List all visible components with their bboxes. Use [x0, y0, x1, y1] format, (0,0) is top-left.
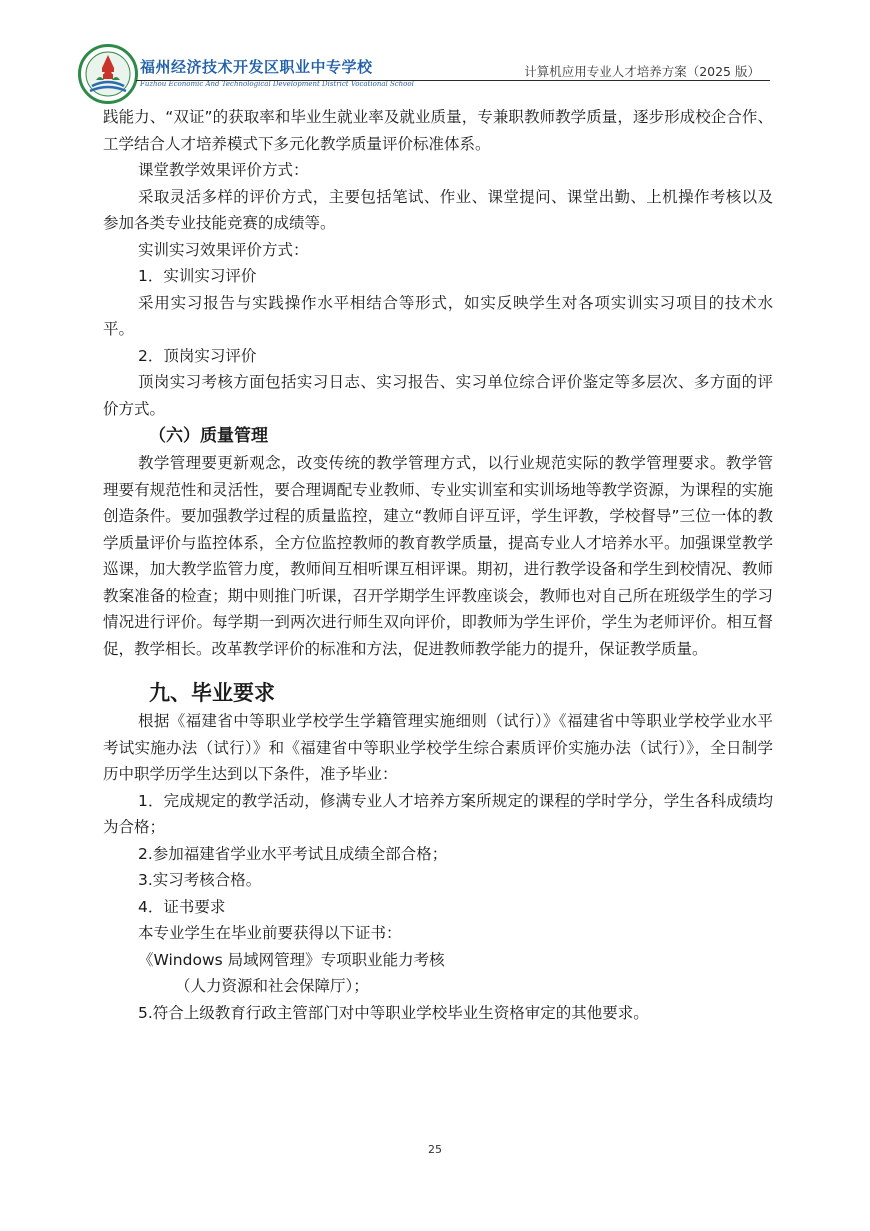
page-number: 25 [428, 1143, 442, 1156]
paragraph-graduation-intro: 根据《福建省中等职业学校学生学籍管理实施细则（试行）》《福建省中等职业学校学业水平考试实施办法（试行）》和《福建省中等职业学校学生综合素质评价实施办法（试行）》，全日制学历中职学历学生达到以下条件，准予毕业： [103, 712, 773, 783]
paragraph-requirement-1: 1．完成规定的教学活动，修满专业人才培养方案所规定的课程的学时学分，学生各科成绩均为合格； [103, 791, 773, 836]
paragraph-certificate-issuer: （人力资源和社会保障厅）； [175, 977, 369, 995]
school-name-cn: 福州经济技术开发区职业中专学校 [140, 58, 373, 76]
paragraph-requirement-3: 3.实习考核合格。 [138, 871, 262, 889]
paragraph-requirement-4: 4．证书要求 [138, 897, 226, 916]
school-logo-icon [78, 44, 138, 104]
paragraph-evaluation-intro: 践能力、“双证”的获取率和毕业生就业率及就业质量，专兼职教师教学质量，逐步形成校企合作、工学结合人才培养模式下多元化教学质量评价标准体系。 [103, 108, 773, 153]
paragraph-certificate-name: 《Windows 局域网管理》专项职业能力考核 [138, 950, 445, 969]
paragraph-certificate-intro: 本专业学生在毕业前要获得以下证书： [138, 924, 402, 942]
paragraph-classroom-eval-title: 课堂教学效果评价方式： [138, 161, 309, 179]
paragraph-internship-eval-item2: 2．顶岗实习评价 [138, 346, 257, 365]
paragraph-internship-eval-body: 顶岗实习考核方面包括实习日志、实习报告、实习单位综合评价鉴定等多层次、多方面的评价方式。 [103, 373, 773, 418]
heading-quality-management: （六）质量管理 [149, 426, 268, 446]
document-title: 计算机应用专业人才培养方案（2025 版） [524, 64, 760, 79]
paragraph-training-eval-item1: 1．实训实习评价 [138, 267, 257, 285]
paragraph-training-eval-body: 采用实习报告与实践操作水平相结合等形式，如实反映学生对各项实训实习项目的技术水平。 [103, 293, 773, 338]
school-name-en: Fuzhou Economic And Technological Development District Vocational School [140, 80, 414, 88]
header-divider [136, 80, 770, 81]
paragraph-classroom-eval-body: 采取灵活多样的评价方式，主要包括笔试、作业、课堂提问、课堂出勤、上机操作考核以及参加各类专业技能竞赛的成绩等。 [103, 187, 773, 232]
page-header [74, 40, 770, 106]
heading-graduation-requirements: 九、毕业要求 [149, 681, 275, 705]
paragraph-requirement-2: 2.参加福建省学业水平考试且成绩全部合格； [138, 844, 448, 863]
main-content [103, 104, 773, 1026]
paragraph-requirement-5: 5.符合上级教育行政主管部门对中等职业学校毕业生资格审定的其他要求。 [138, 1003, 649, 1022]
paragraph-quality-management: 教学管理要更新观念，改变传统的教学管理方式，以行业规范实际的教学管理要求。教学管理要有规范性和灵活性，要合理调配专业教师、专业实训室和实训场地等教学资源，为课程的实施创造条件。要加强教学过程的质量监控，建立“教师自评互评，学生评教，学校督导”三位一体的教学质量评价与监控体系，全方位监控教师的教育教学质量，提高专业人才培养水平。加强课堂教学巡课，加大教学监管力度，教师间互相听课互相评课。期初，进行教学设备和学生到校情况、教师教案准备的检查；期中则推门听课，召开学期学生评教座谈会，教师也对自己所在班级学生的学习情况进行评价。每学期一到两次进行师生双向评价，即教师为学生评价，学生为老师评价。相互督促，教学相长。改革教学评价的标准和方法，促进教师教学能力的提升，保证教学质量。 [103, 454, 773, 658]
paragraph-training-eval-title: 实训实习效果评价方式： [138, 240, 309, 259]
